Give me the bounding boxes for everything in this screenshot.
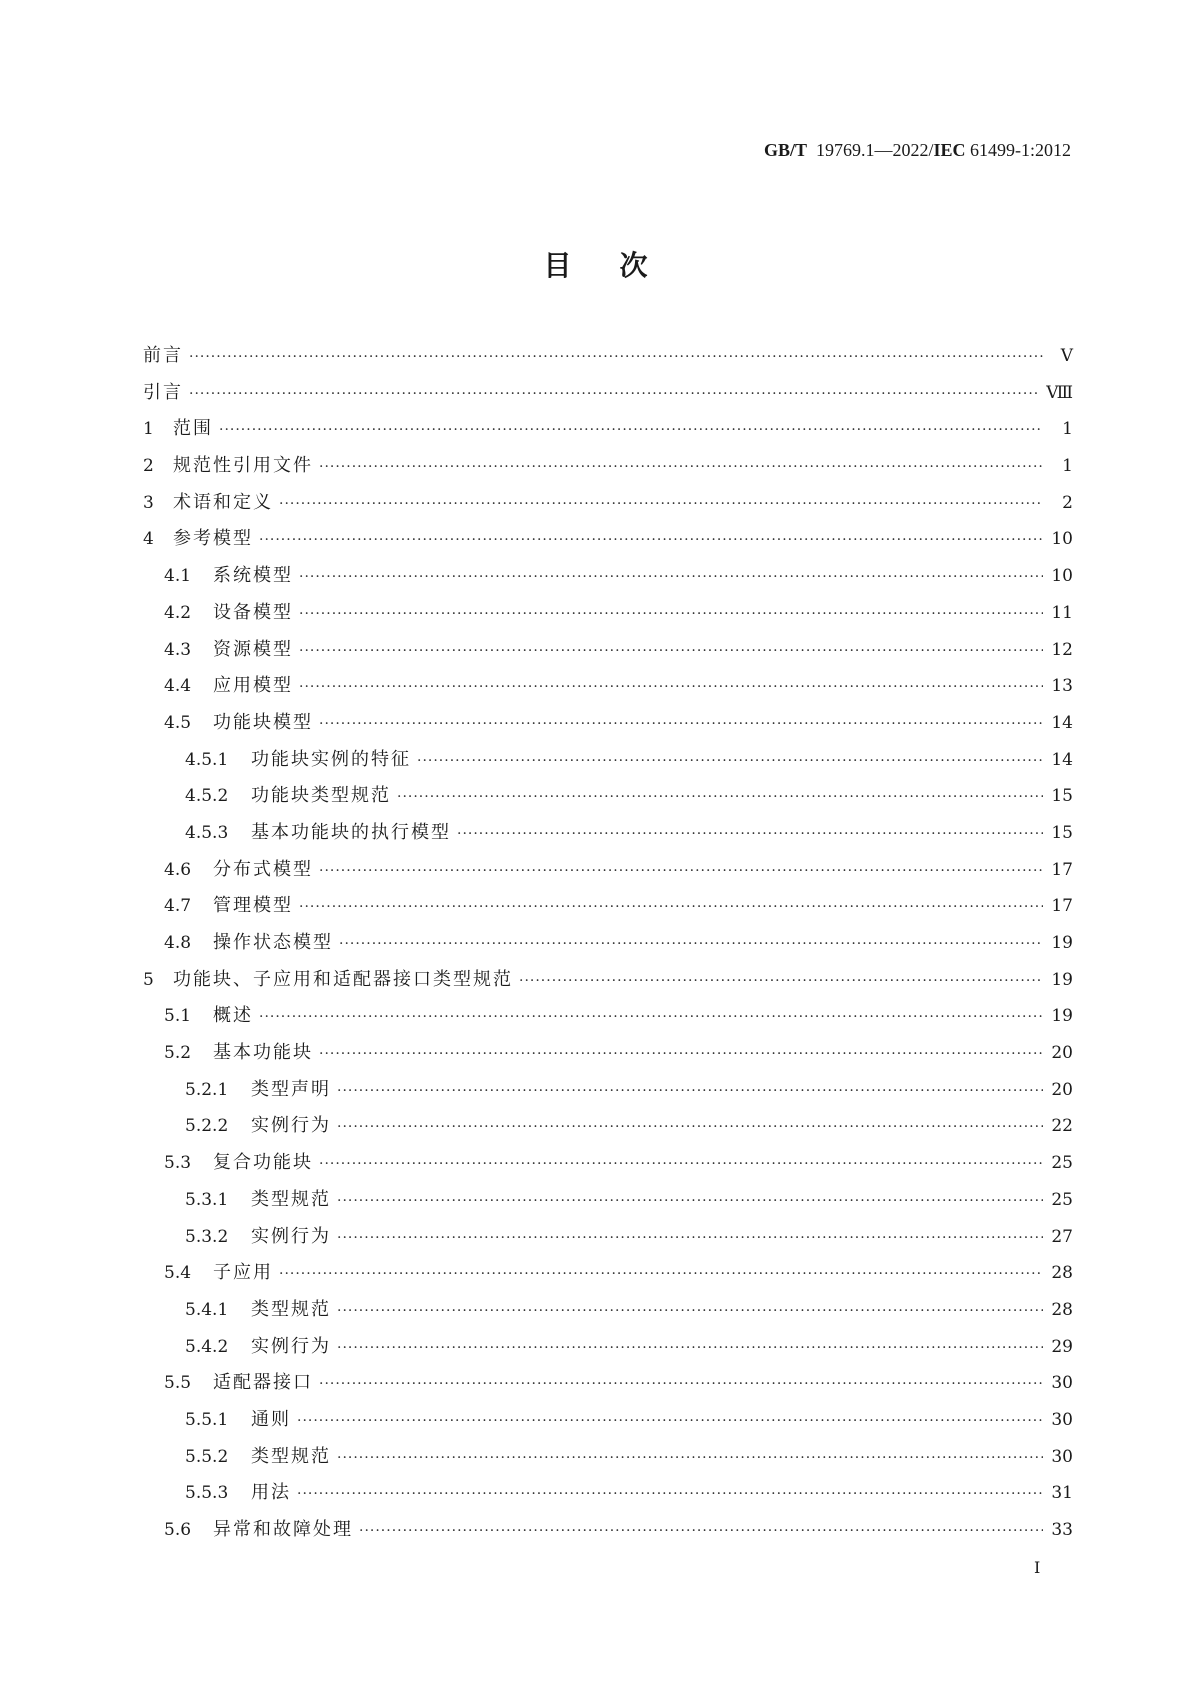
toc-entry[interactable] bbox=[143, 1111, 1073, 1148]
toc-entry-number: 4.5.1 bbox=[185, 749, 229, 770]
toc-entry-number: 2 bbox=[143, 456, 154, 477]
toc-entry[interactable] bbox=[143, 488, 1073, 525]
toc-entry-label: 用法 bbox=[251, 1482, 291, 1504]
toc-entry-label: 操作状态模型 bbox=[213, 932, 333, 953]
dot-leader bbox=[337, 1230, 1043, 1246]
toc-entry-number: 5.3.2 bbox=[185, 1226, 229, 1247]
dot-leader bbox=[189, 386, 1040, 402]
dot-leader bbox=[337, 1193, 1043, 1209]
toc-entry-label: 资源模型 bbox=[213, 638, 293, 660]
toc-entry-number: 1 bbox=[143, 419, 154, 440]
toc-entry-page: 10 bbox=[1051, 566, 1073, 587]
toc-entry-label: 引言 bbox=[143, 381, 183, 403]
toc-entry-number: 4.5 bbox=[164, 712, 192, 733]
toc-entry[interactable] bbox=[143, 414, 1073, 451]
toc-entry[interactable] bbox=[143, 1148, 1073, 1185]
toc-entry-page: 15 bbox=[1051, 786, 1073, 807]
toc-entry-page: 25 bbox=[1051, 1189, 1073, 1210]
iec-prefix: IEC bbox=[933, 140, 966, 160]
dot-leader bbox=[299, 643, 1043, 659]
toc-entry-number: 4.6 bbox=[164, 859, 192, 880]
toc-entry-number: 4 bbox=[143, 529, 154, 550]
toc-entry-number: 5.4.2 bbox=[185, 1336, 229, 1357]
dot-leader bbox=[297, 1413, 1043, 1429]
dot-leader bbox=[259, 1009, 1043, 1025]
toc-entry-number: 5.2.2 bbox=[185, 1116, 229, 1137]
toc-entry-number: 4.1 bbox=[164, 566, 192, 587]
toc-entry-label: 规范性引用文件 bbox=[173, 455, 313, 477]
toc-entry-label: 系统模型 bbox=[213, 565, 293, 587]
dot-leader bbox=[299, 606, 1043, 622]
toc-entry[interactable] bbox=[143, 561, 1073, 598]
toc-entry-label: 复合功能块 bbox=[213, 1152, 313, 1174]
toc-entry-page: 29 bbox=[1051, 1336, 1073, 1357]
dot-leader bbox=[279, 496, 1043, 512]
dot-leader bbox=[189, 349, 1043, 365]
dot-leader bbox=[279, 1266, 1043, 1282]
toc-entry-number: 5.3.1 bbox=[185, 1189, 229, 1210]
toc-entry-label: 范围 bbox=[173, 418, 213, 440]
toc-entry[interactable] bbox=[143, 891, 1073, 928]
toc-entry-number: 5.1 bbox=[164, 1006, 192, 1027]
toc-entry-label: 实例行为 bbox=[251, 1335, 331, 1357]
toc-entry-number: 4.3 bbox=[164, 639, 192, 660]
toc-entry-number: 4.4 bbox=[164, 676, 192, 697]
toc-entry[interactable] bbox=[143, 1258, 1073, 1295]
toc-entry-label: 功能块模型 bbox=[213, 711, 313, 733]
toc-entry-page: 1 bbox=[1062, 456, 1073, 477]
toc-entry-page: 28 bbox=[1051, 1263, 1073, 1284]
toc-entry[interactable] bbox=[143, 1001, 1073, 1038]
toc-entry[interactable] bbox=[143, 965, 1073, 1002]
dot-leader bbox=[319, 459, 1043, 475]
toc-entry[interactable] bbox=[143, 781, 1073, 818]
toc-entry-page: 12 bbox=[1051, 639, 1073, 660]
toc-entry-number: 4.8 bbox=[164, 933, 192, 953]
toc-entry-page: 33 bbox=[1051, 1520, 1073, 1540]
page-number: I bbox=[1034, 1558, 1041, 1577]
dot-leader bbox=[299, 899, 1043, 915]
toc-entry-page: 17 bbox=[1051, 859, 1073, 880]
dot-leader bbox=[259, 532, 1043, 548]
toc-entry[interactable] bbox=[143, 745, 1073, 782]
page-title: 目次 bbox=[543, 249, 696, 282]
dot-leader bbox=[337, 1340, 1043, 1356]
toc-entry-page: 30 bbox=[1051, 1373, 1073, 1394]
toc-entry-label: 实例行为 bbox=[251, 1225, 331, 1247]
toc-entry-page: 2 bbox=[1062, 492, 1073, 513]
toc-entry[interactable] bbox=[143, 928, 1073, 965]
toc-entry-label: 类型规范 bbox=[251, 1298, 331, 1320]
toc-entry-page: 27 bbox=[1051, 1226, 1073, 1247]
toc-entry-label: 功能块类型规范 bbox=[251, 785, 391, 807]
toc-entry-page: 19 bbox=[1051, 1006, 1073, 1027]
toc-entry-label: 异常和故障处理 bbox=[213, 1519, 353, 1540]
toc-entry-label: 功能块实例的特征 bbox=[251, 748, 411, 770]
dot-leader bbox=[219, 422, 1043, 438]
toc-entry[interactable] bbox=[143, 855, 1073, 892]
standard-header bbox=[764, 140, 1071, 161]
table-of-contents bbox=[143, 341, 1073, 1552]
toc-entry[interactable] bbox=[143, 524, 1073, 561]
toc-entry[interactable] bbox=[143, 1075, 1073, 1112]
toc-entry[interactable] bbox=[143, 1222, 1073, 1259]
toc-entry-page: 17 bbox=[1051, 896, 1073, 917]
dot-leader bbox=[337, 1083, 1043, 1099]
toc-entry-page: 13 bbox=[1051, 676, 1073, 697]
toc-entry-label: 类型声明 bbox=[251, 1078, 331, 1100]
toc-entry-number: 5 bbox=[143, 969, 154, 990]
toc-entry-number: 4.7 bbox=[164, 896, 192, 917]
toc-entry-page: 11 bbox=[1051, 602, 1073, 623]
dot-leader bbox=[337, 1450, 1043, 1466]
toc-entry-number: 4.5.3 bbox=[185, 822, 229, 843]
dot-leader bbox=[319, 1046, 1043, 1062]
toc-entry[interactable] bbox=[143, 378, 1073, 415]
toc-entry[interactable] bbox=[143, 1515, 1073, 1552]
toc-entry-page: 14 bbox=[1051, 749, 1073, 770]
toc-entry[interactable] bbox=[143, 1295, 1073, 1332]
toc-entry-label: 类型规范 bbox=[251, 1188, 331, 1210]
toc-entry[interactable] bbox=[143, 635, 1073, 672]
toc-entry-label: 基本功能块 bbox=[213, 1042, 313, 1064]
dot-leader bbox=[339, 936, 1043, 952]
toc-entry-number: 5.5.2 bbox=[185, 1446, 229, 1467]
dot-leader bbox=[297, 1486, 1043, 1502]
dot-leader bbox=[319, 716, 1043, 732]
toc-entry-page: Ⅴ bbox=[1060, 346, 1073, 366]
toc-entry[interactable] bbox=[143, 1332, 1073, 1369]
toc-entry[interactable] bbox=[143, 1185, 1073, 1222]
toc-entry-label: 术语和定义 bbox=[173, 491, 273, 513]
toc-entry-page: 20 bbox=[1051, 1079, 1073, 1100]
toc-entry-number: 5.3 bbox=[164, 1153, 192, 1174]
toc-entry[interactable] bbox=[143, 1442, 1073, 1479]
toc-entry-label: 管理模型 bbox=[213, 895, 293, 917]
toc-entry-page: 19 bbox=[1051, 933, 1073, 953]
toc-entry[interactable] bbox=[143, 1368, 1073, 1405]
toc-entry-page: 10 bbox=[1051, 529, 1073, 550]
dot-leader bbox=[299, 569, 1043, 585]
dot-leader bbox=[337, 1119, 1043, 1135]
toc-entry-page: 19 bbox=[1051, 969, 1073, 990]
toc-entry[interactable] bbox=[143, 451, 1073, 488]
toc-entry[interactable] bbox=[143, 341, 1073, 378]
toc-entry-number: 4.2 bbox=[164, 602, 192, 623]
toc-entry-page: 15 bbox=[1051, 822, 1073, 843]
toc-entry-number: 5.4 bbox=[164, 1263, 192, 1284]
toc-entry-label: 分布式模型 bbox=[213, 858, 313, 880]
dot-leader bbox=[299, 679, 1043, 695]
toc-entry[interactable] bbox=[143, 1405, 1073, 1442]
toc-entry-label: 功能块、子应用和适配器接口类型规范 bbox=[173, 968, 513, 990]
toc-entry[interactable] bbox=[143, 708, 1073, 745]
toc-entry-page: 25 bbox=[1051, 1153, 1073, 1174]
dot-leader bbox=[319, 1376, 1043, 1392]
dot-leader bbox=[319, 1156, 1043, 1172]
toc-entry[interactable] bbox=[143, 671, 1073, 708]
dot-leader bbox=[519, 973, 1043, 989]
toc-entry[interactable] bbox=[143, 818, 1073, 855]
toc-entry-page: 31 bbox=[1051, 1483, 1073, 1504]
toc-entry-page: 28 bbox=[1051, 1299, 1073, 1320]
toc-entry-number: 5.5 bbox=[164, 1373, 192, 1394]
dot-leader bbox=[457, 826, 1043, 842]
toc-entry-label: 概述 bbox=[213, 1005, 253, 1027]
toc-entry[interactable] bbox=[143, 598, 1073, 635]
dot-leader bbox=[319, 863, 1043, 879]
dot-leader bbox=[397, 789, 1043, 805]
toc-entry-number: 5.5.1 bbox=[185, 1409, 229, 1430]
toc-entry-page: 20 bbox=[1051, 1043, 1073, 1064]
toc-entry-label: 实例行为 bbox=[251, 1115, 331, 1137]
toc-entry-number: 5.2.1 bbox=[185, 1079, 229, 1100]
toc-entry-page: 14 bbox=[1051, 712, 1073, 733]
toc-entry-page: 30 bbox=[1051, 1409, 1073, 1430]
iec-number: 61499-1:2012 bbox=[970, 140, 1071, 160]
toc-entry[interactable] bbox=[143, 1038, 1073, 1075]
toc-entry-page: 22 bbox=[1051, 1116, 1073, 1137]
toc-entry-page: 1 bbox=[1062, 419, 1073, 440]
toc-entry-label: 参考模型 bbox=[173, 528, 253, 550]
toc-entry-label: 适配器接口 bbox=[213, 1372, 313, 1394]
toc-entry-label: 通则 bbox=[251, 1408, 291, 1430]
toc-entry-page: Ⅷ bbox=[1046, 382, 1073, 403]
standard-prefix: GB/T bbox=[763, 140, 807, 160]
toc-entry-label: 类型规范 bbox=[251, 1445, 331, 1467]
dot-leader bbox=[417, 753, 1043, 769]
toc-entry-label: 应用模型 bbox=[213, 675, 293, 697]
toc-entry-number: 4.5.2 bbox=[185, 786, 229, 807]
toc-entry-number: 5.2 bbox=[164, 1043, 192, 1064]
toc-entry-number: 5.5.3 bbox=[185, 1483, 229, 1504]
toc-entry-page: 30 bbox=[1051, 1446, 1073, 1467]
toc-entry-label: 设备模型 bbox=[213, 601, 293, 623]
toc-entry[interactable] bbox=[143, 1478, 1073, 1515]
dot-leader bbox=[359, 1523, 1043, 1539]
dot-leader bbox=[337, 1303, 1043, 1319]
toc-entry-number: 5.6 bbox=[164, 1520, 192, 1540]
toc-entry-label: 前言 bbox=[143, 345, 183, 366]
standard-number: 19769.1—2022/ bbox=[815, 140, 934, 160]
toc-entry-label: 基本功能块的执行模型 bbox=[251, 821, 451, 843]
toc-entry-number: 3 bbox=[143, 492, 154, 513]
toc-entry-label: 子应用 bbox=[213, 1262, 273, 1284]
toc-entry-number: 5.4.1 bbox=[185, 1299, 229, 1320]
